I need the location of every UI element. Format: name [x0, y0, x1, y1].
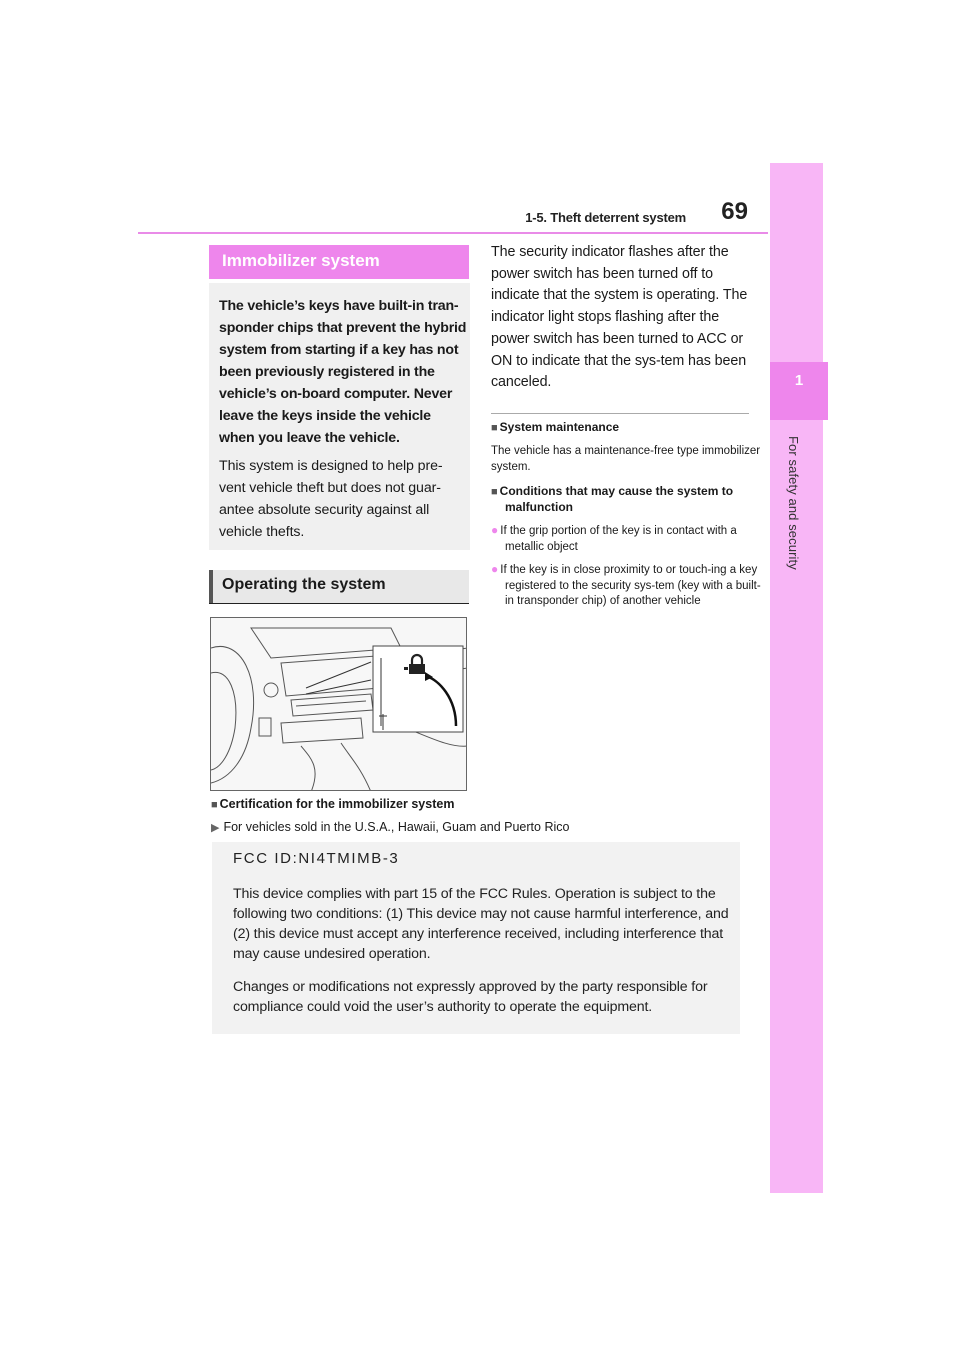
bullet-dot-icon: ●: [491, 562, 499, 576]
chapter-number: 1: [794, 372, 804, 389]
malfunction-heading: ■ Conditions that may cause the system to malfunction: [491, 484, 734, 514]
bullet-dot-icon: ●: [491, 523, 499, 537]
certification-subheading: ▶ For vehicles sold in the U.S.A., Hawaii, Guam and Puerto Rico: [211, 820, 570, 834]
fcc-statement-box: [212, 842, 740, 1034]
triangle-arrow-icon: ▶: [211, 822, 220, 834]
fcc-paragraph-2: Changes or modifications not expressly approved by the party responsible for compliance could void the user’s authority to operate the equipment.: [233, 979, 708, 1015]
operating-heading-bar: [209, 570, 469, 604]
intro-bold-text: The vehicle’s keys have built-in tran-sponder chips that prevent the hybrid system from starting if a key has not been previously registered in the vehicle’s on-board computer. Never leave the keys inside the vehicle when you leave the vehicle.: [219, 298, 467, 446]
operating-description: The security indicator flashes after the power switch has been turned off to indicate that the system is operating. The indicator light stops flashing after the power switch has been turned to ACC or ON to indicate that the sys-tem has been canceled.: [491, 244, 748, 391]
maintenance-heading: ■ System maintenance: [491, 420, 620, 434]
section-divider: [491, 413, 749, 414]
immobilizer-heading: Immobilizer system: [222, 251, 380, 270]
side-tab-strip: [770, 163, 823, 1193]
operating-heading: Operating the system: [222, 576, 386, 593]
dashboard-drawing: [211, 618, 467, 791]
list-item: ● If the grip portion of the key is in contact with a metallic object: [491, 523, 737, 553]
dashboard-illustration: [210, 617, 467, 791]
intro-plain-text: This system is designed to help pre-vent vehicle theft but does not guar-antee absolute security against all vehicle thefts.: [219, 458, 443, 540]
section-title: 1-5. Theft deterrent system: [525, 210, 686, 225]
notes-block: [491, 420, 761, 610]
list-item: ● If the key is in close proximity to or touch-ing a key registered to the security sys-tem (key with a built-in transponder chip) of another vehicle: [491, 562, 761, 607]
header-rule: [138, 232, 768, 234]
chapter-label: For safety and security: [786, 436, 801, 570]
intro-box: [209, 283, 470, 550]
square-bullet-icon: ■: [491, 486, 498, 498]
fcc-paragraph-1: This device complies with part 15 of the FCC Rules. Operation is subject to the following two conditions: (1) This device may not cause harmful interference, and (2) this device must accept any interference received, including interference that may cause undesired operation.: [233, 886, 729, 962]
square-bullet-icon: ■: [211, 799, 218, 811]
square-bullet-icon: ■: [491, 422, 498, 434]
maintenance-text: The vehicle has a maintenance-free type immobilizer system.: [491, 445, 761, 473]
certification-heading: ■ Certification for the immobilizer system: [211, 797, 455, 811]
immobilizer-heading-bar: [209, 245, 469, 279]
page-number: 69: [721, 198, 748, 225]
chapter-tab[interactable]: [770, 362, 828, 420]
heading-accent-bar: [209, 570, 213, 603]
fcc-id: FCC ID:NI4TMIMB-3: [233, 850, 400, 867]
